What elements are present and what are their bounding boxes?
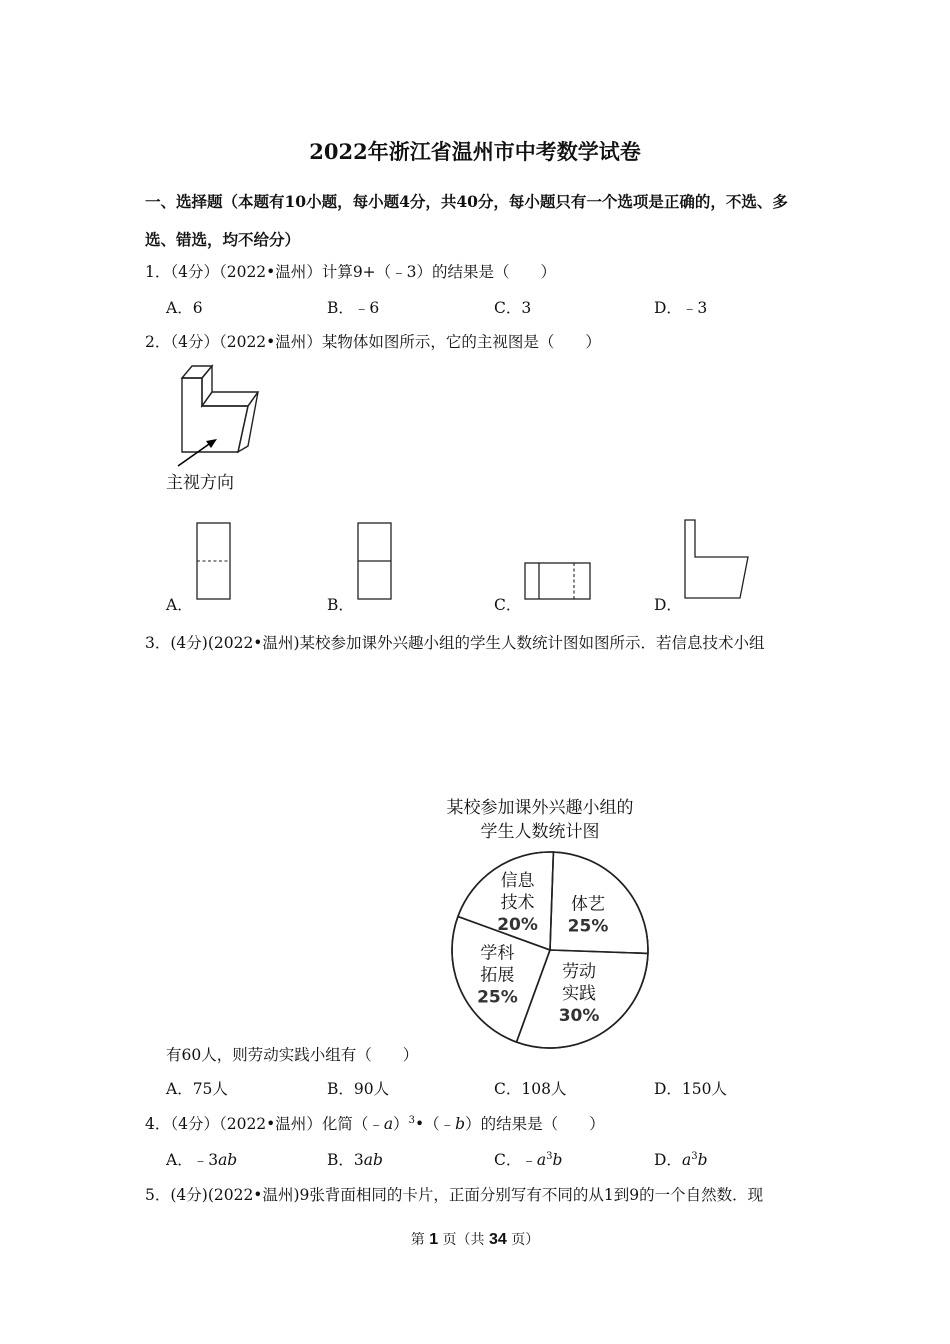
q2-option-b-figure [357, 522, 393, 602]
page-title: 2022年浙江省温州市中考数学试卷 [309, 139, 641, 164]
pie-category-label: 劳动 [562, 962, 597, 983]
pie-percent-label: 25% [567, 916, 609, 937]
pie-percent-label: 30% [558, 1006, 600, 1027]
pie-category-label: 学科 [480, 943, 515, 964]
footer-page-number: 1 [429, 1231, 439, 1248]
q2-option-a: A． [166, 596, 193, 614]
q5-stem: 5．(4分)(2022•温州)9张背面相同的卡片，正面分别写有不同的从1到9的一个自然数．现 [145, 1186, 764, 1204]
q3-stem-line1: 3．(4分)(2022•温州)某校参加课外兴趣小组的学生人数统计图如图所示．若信息技术小组 [145, 634, 765, 652]
q2-figure-caption: 主视方向 [166, 473, 234, 493]
chart-title-line1: 某校参加课外兴趣小组的 [446, 798, 634, 818]
q4-option-c: C．$﹣a^3b$ [494, 1151, 563, 1169]
pie-category-label: 技术 [500, 892, 535, 913]
section-heading-line1: 一、选择题（本题有10小题，每小题4分，共40分，每小题只有一个选项是正确的，不选、多 [145, 192, 788, 211]
section-heading-line2: 选、错选，均不给分） [145, 230, 301, 249]
pie-category-label: 拓展 [480, 965, 515, 986]
q3-option-b: B．90人 [327, 1080, 390, 1098]
q4-option-a: A．﹣3ab [166, 1151, 238, 1169]
q1-stem: 1．（4分）（2022•温州）计算9+（﹣3）的结果是（ ） [145, 263, 557, 281]
q1-option-a: A．6 [166, 299, 203, 317]
q3-option-a: A．75人 [166, 1080, 228, 1098]
q2-option-d-figure [684, 519, 754, 603]
q1-option-c: C．3 [494, 299, 532, 317]
q2-solid-figure [170, 362, 270, 462]
q1-option-b: B．﹣6 [327, 299, 380, 317]
q3-option-d: D．150人 [654, 1080, 728, 1098]
pie-chart [440, 840, 660, 1060]
pie-category-label: 信息 [500, 870, 535, 891]
pie-percent-label: 25% [477, 987, 518, 1008]
q3-option-c: C．108人 [494, 1080, 567, 1098]
q2-stem: 2．（4分）（2022•温州）某物体如图所示，它的主视图是（ ） [145, 333, 601, 351]
q2-option-a-figure [196, 522, 232, 602]
q1-option-d: D．﹣3 [654, 299, 708, 317]
q2-option-c: C． [494, 596, 522, 614]
q4-option-d: D．$a^3b$ [654, 1151, 708, 1169]
q2-option-c-figure [524, 562, 594, 602]
q2-option-b: B． [327, 596, 354, 614]
chart-title-line2: 学生人数统计图 [480, 822, 600, 842]
q4-stem: 4．（4分）（2022•温州）化简（﹣a）$^3$•（﹣b）的结果是（ ） [145, 1115, 605, 1133]
q4-option-b: B．3ab [327, 1151, 383, 1169]
footer-total-pages: 34 [489, 1231, 507, 1248]
pie-category-label: 实践 [562, 984, 597, 1005]
pie-category-label: 体艺 [571, 894, 606, 915]
q3-stem-line2: 有60人，则劳动实践小组有（ ） [166, 1046, 419, 1064]
pie-percent-label: 20% [497, 914, 538, 935]
q2-option-d: D． [654, 596, 682, 614]
page-footer: 第 1 页（共 34 页） [410, 1231, 540, 1248]
